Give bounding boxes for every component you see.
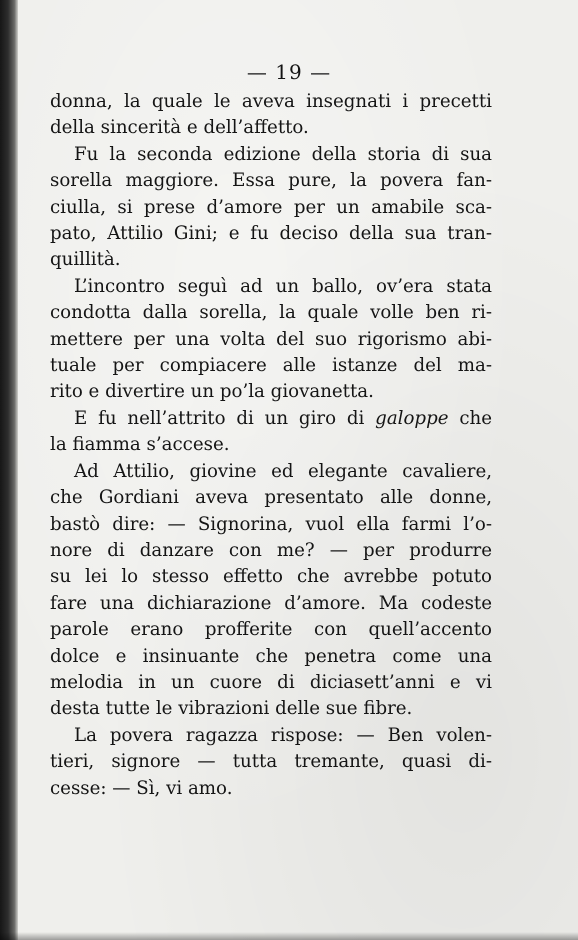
text-line: che Gordiani aveva presentato alle donne, [50,487,492,509]
text-line: tieri, signore — tutta tremante, quasi di- [50,751,492,773]
italic-word: galoppe [375,407,449,429]
paragraph-2 [50,142,492,274]
text-line [50,432,492,458]
text-line: dolce e insinuante che penetra come una [50,645,492,667]
text-line: parole erano profferite con quell’accento [50,619,492,641]
text-line [50,406,492,432]
text-run: che [448,407,492,429]
text-line: rito e divertire un po’la giovanetta. [50,381,374,403]
text-line: nore di danzare con me? — per produrre [50,539,492,561]
text-run: la fiamma s’accese. [50,434,230,456]
paragraph-6 [50,723,492,802]
text-line: L’incontro seguì ad un ballo, ov’era stata [74,275,492,297]
text-line: della sincerità e dell’affetto. [50,117,309,139]
text-line: cesse: — Sì, vi amo. [50,777,233,799]
page-binding-edge [0,0,18,940]
paragraph-4 [50,406,492,459]
text-line: su lei lo stesso effetto che avrebbe potuto [50,566,492,588]
paragraph-3 [50,274,492,406]
page-bottom-edge [0,932,578,940]
text-line: ciulla, si prese d’amore per un amabile sca- [50,196,492,218]
text-line: sorella maggiore. Essa pure, la povera fan- [50,170,492,192]
text-line: fare una dichiarazione d’amore. Ma codeste [50,592,492,614]
text-line: melodia in un cuore di diciasett’anni e vi [50,671,492,693]
text-line: pato, Attilio Gini; e fu deciso della sua tran- [50,223,492,245]
text-line: donna, la quale le aveva insegnati i precetti [50,91,492,112]
text-line: Ad Attilio, giovine ed elegante cavaliere, [74,460,492,482]
text-line: La povera ragazza rispose: — Ben volen- [74,724,492,746]
text-line: desta tutte le vibrazioni delle sue fibre. [50,698,413,720]
text-line: bastò dire: — Signorina, vuol ella farmi l’o- [50,513,492,535]
page-number: — 19 — [246,60,332,84]
paragraph-1 [50,89,492,142]
text-line: tuale per compiacere alle istanze del ma- [50,355,492,377]
text-line: condotta dalla sorella, la quale volle ben ri- [50,302,492,324]
paragraph-5 [50,459,492,723]
text-line: quillità. [50,249,121,271]
text-run: E fu nell’attrito di un giro di [74,407,376,429]
body-text [50,89,492,802]
text-line: mettere per una volta del suo rigorismo abi- [50,328,492,350]
text-line: Fu la seconda edizione della storia di sua [74,143,492,165]
